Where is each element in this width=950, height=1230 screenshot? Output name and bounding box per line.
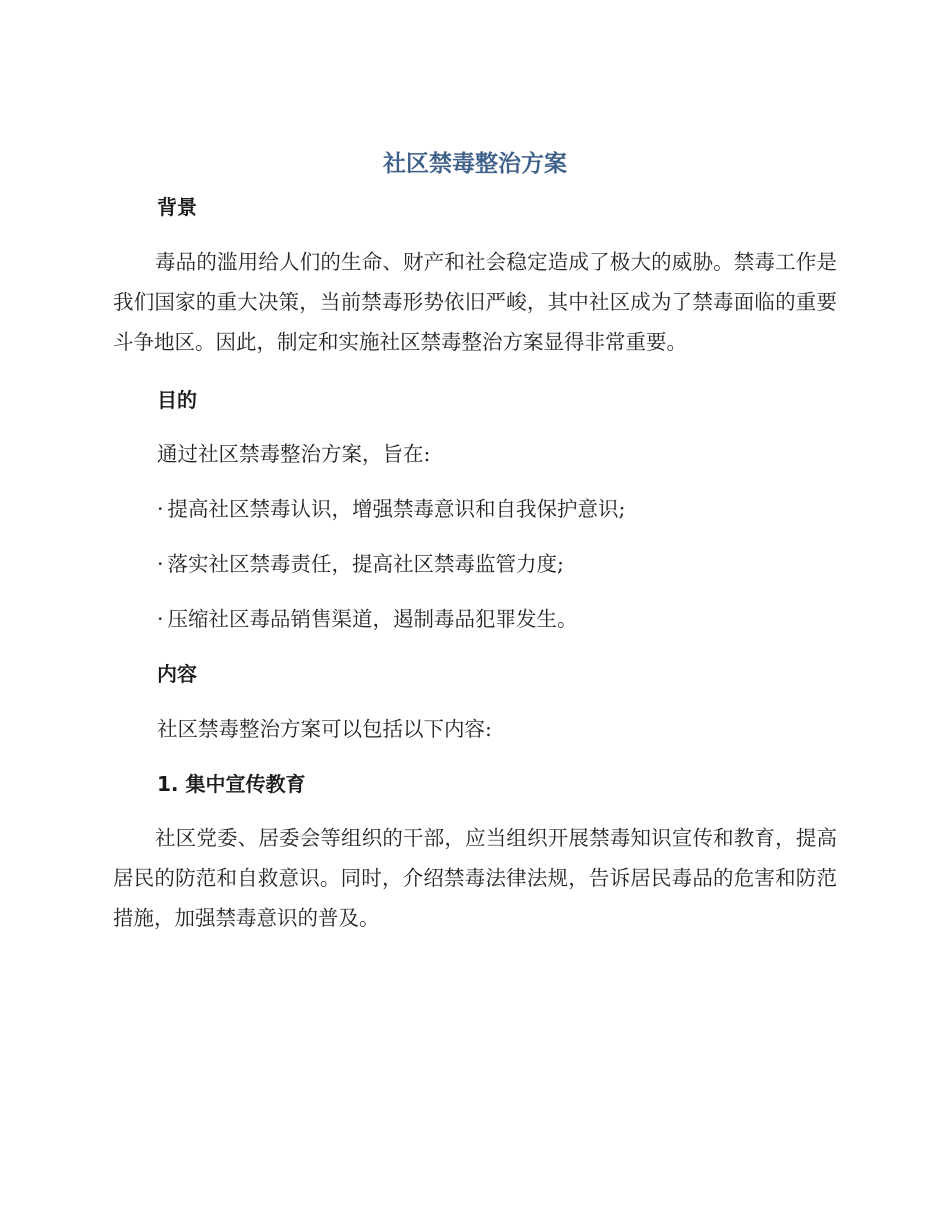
- purpose-item-text: 压缩社区毒品销售渠道，遏制毒品犯罪发生。: [167, 607, 578, 631]
- section-heading-content: 内容: [157, 662, 197, 686]
- document-title: 社区禁毒整治方案: [383, 151, 567, 177]
- content-intro: 社区禁毒整治方案可以包括以下内容:: [157, 717, 492, 741]
- purpose-list-item: [157, 549, 847, 579]
- section-heading-purpose: 目的: [157, 388, 197, 412]
- purpose-item-text: 落实社区禁毒责任，提高社区禁毒监管力度;: [167, 552, 564, 576]
- background-paragraph: 毒品的滥用给人们的生命、财产和社会稳定造成了极大的威胁。禁毒工作是我们国家的重大决策，当前禁毒形势依旧严峻，其中社区成为了禁毒面临的重要斗争地区。因此，制定和实施社区禁毒整治方案显得非常重要。: [113, 250, 837, 354]
- content-paragraph: 社区党委、居委会等组织的干部，应当组织开展禁毒知识宣传和教育，提高居民的防范和自救意识。同时，介绍禁毒法律法规，告诉居民毒品的危害和防范措施，加强禁毒意识的普及。: [113, 826, 837, 930]
- content-subheading: 1. 集中宣传教育: [157, 772, 306, 796]
- bullet-icon: ·: [157, 497, 164, 521]
- section-heading-background: 背景: [157, 195, 197, 219]
- purpose-item-text: 提高社区禁毒认识，增强禁毒意识和自我保护意识;: [167, 497, 626, 521]
- bullet-icon: ·: [157, 607, 164, 631]
- purpose-list-item: [157, 494, 847, 524]
- purpose-list-item: [157, 604, 847, 634]
- purpose-intro: 通过社区禁毒整治方案，旨在:: [157, 442, 431, 466]
- bullet-icon: ·: [157, 552, 164, 576]
